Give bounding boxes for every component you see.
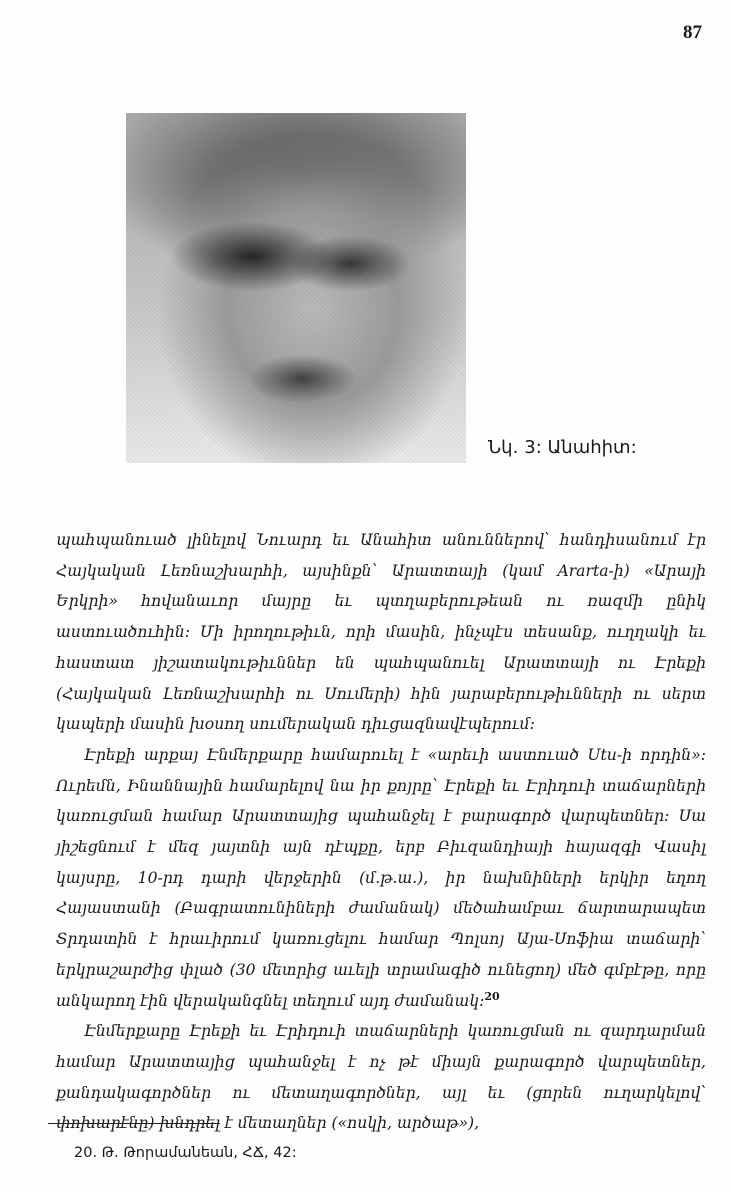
paragraph-2-text: Էրեքի արքայ Էնմերքարը համարուել է «արեւի աստուած Utu-ի որդին»: Ուրեմն, Ինաննային համարելով նա իր քոյրը՝ Էրեքի եւ Էրիդուի տաճարների կառուցման համար Արատտայից պահանջել է բարագործ վարպետներ: Սա յիշեցնում է մեզ յայտնի այն դէպքը, երբ Բիւզանդիայի հայազգի Վասիլ կայսրը, 10-րդ դարի վերջերին (մ.թ.ա.), իր նախնիների երկիր եղող Հայաստանի (Բագրատունիների ժամանակ) մեծահամբաւ ճարտարապետ Տրդատին է հրաւիրում կառուցելու համար Պոլսոյ Այա-Սոֆիա տաճարի՝ երկրաշարժից փլած (30 մետրից աւելի տրամագիծ ունեցող) մեծ գմբէթը, որը անկարող էին վերականգնել տեղում այդ ժամանակ: — [56, 745, 706, 1010]
figure-caption: Նկ․ 3: Անահիտ: — [488, 437, 637, 458]
page-number: 87 — [683, 22, 702, 43]
footnote-divider — [48, 1123, 220, 1124]
paragraph-3: Էնմերքարը Էրեքի եւ Էրիդուի տաճարների կառուցման ու զարդարման համար Արատտայից պահանջել է ոչ թէ միայն քարագործ վարպետներ, քանդակագործներ ու մետաղագործներ, այլ եւ (ցորեն ուղարկելով՝ փոխարէնը) խնդրել է մետաղներ («ոսկի, արծաթ»), — [56, 1022, 706, 1133]
paragraph-2 — [56, 740, 706, 1016]
footnote-reference: 20 — [484, 989, 500, 1003]
body-text — [56, 525, 706, 1139]
footnote: 20. Թ. Թորամանեան, ՀՃ, 42: — [74, 1145, 297, 1161]
paragraph-1: պահպանուած լինելով Նուարդ եւ Անահիտ անուններով՝ հանդիսանում էր Հայկական Լեռնաշխարհի, այսինքն՝ Արատտայի (կամ Ararta-ի) «Արայի Երկրի» հովանաւոր մայրը եւ պտղաբերութեան ու ռազմի ընիկ աստուածուհին: Մի իրողութիւն, որի մասին, ինչպէս տեսանք, ուղղակի եւ հաստատ յիշատակութիւններ են պահպանուել Արատտայի ու Էրեքի (Հայկական Լեռնաշխարհի ու Սումերի) հին յարաբերութիւնների ու սերտ կապերի մասին խօսող սումերական դիւցազնավէպերում: — [56, 531, 706, 734]
anahit-figure-image — [126, 113, 466, 463]
